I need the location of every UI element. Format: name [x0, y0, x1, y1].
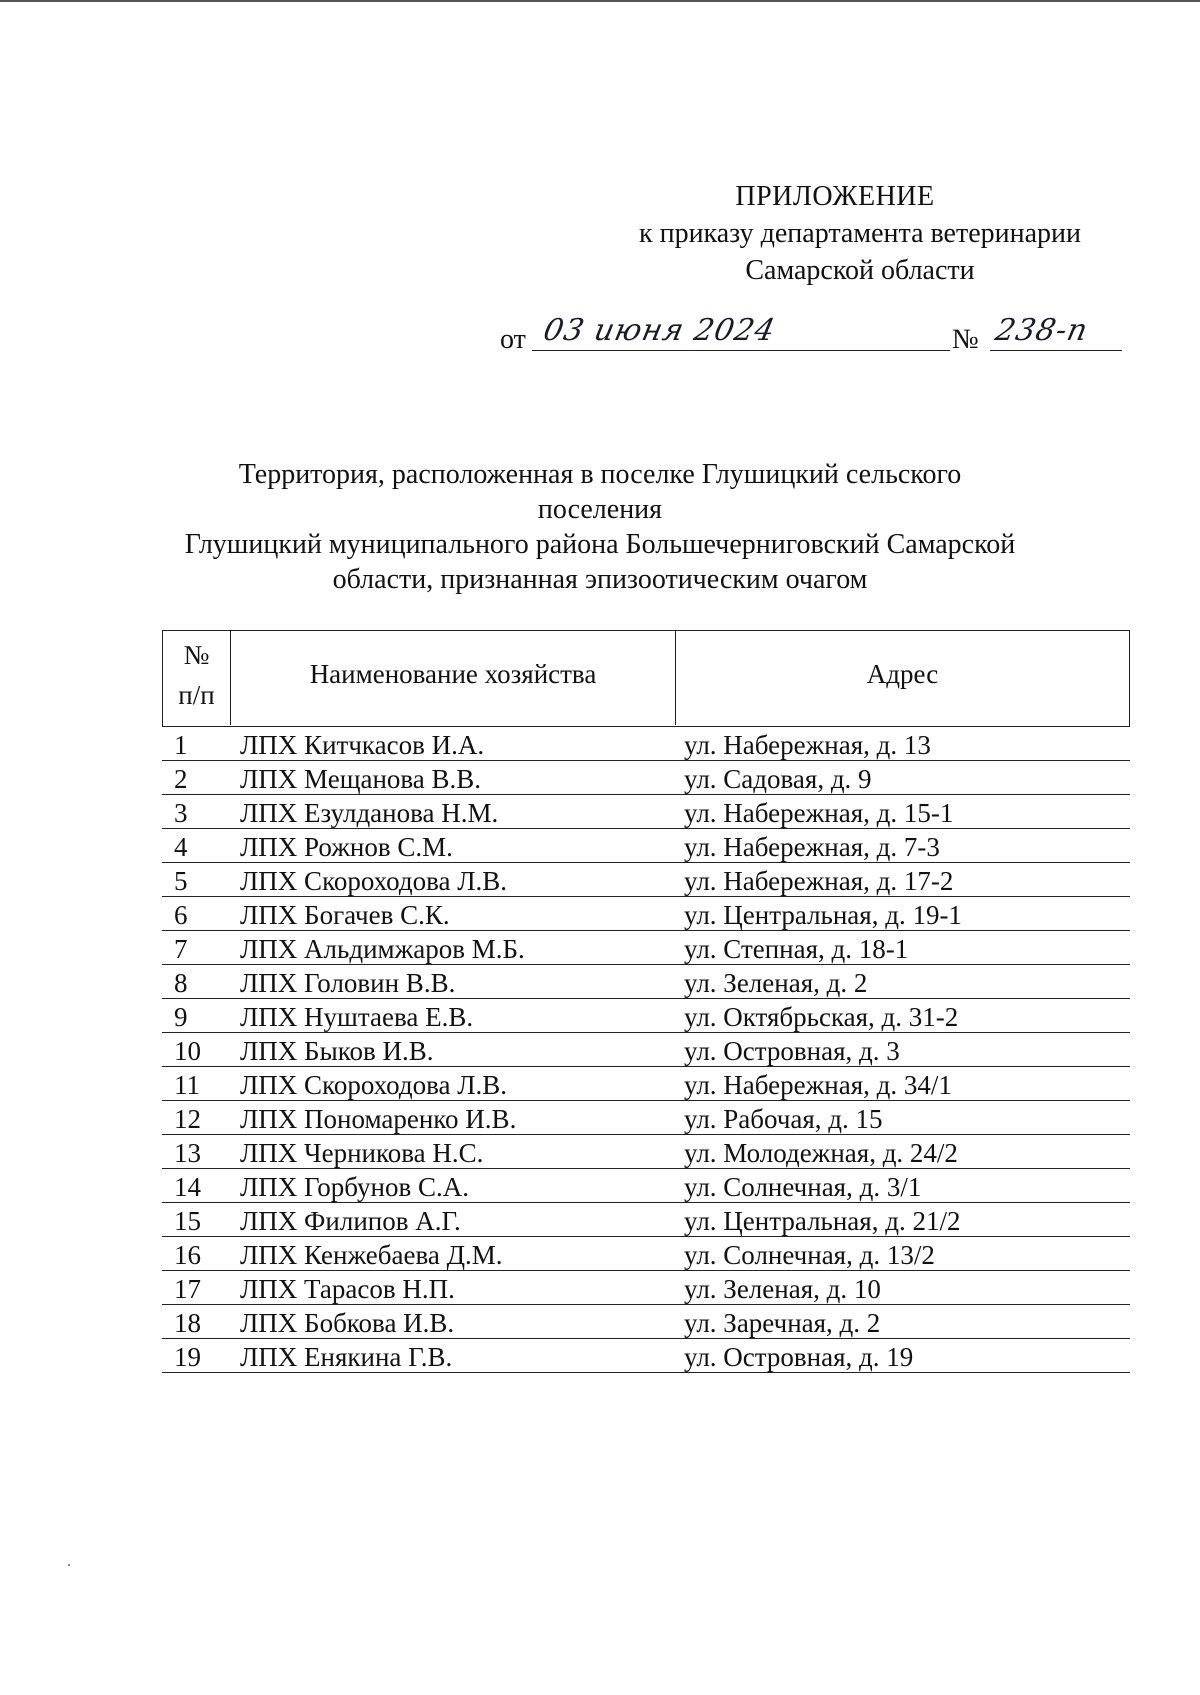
row-address: ул. Октябрьская, д. 31-2: [684, 1002, 959, 1032]
row-address: ул. Рабочая, д. 15: [684, 1104, 883, 1134]
table-row: [162, 1271, 1130, 1305]
row-number: 10: [174, 1036, 201, 1066]
row-farm-name: ЛПХ Тарасов Н.П.: [240, 1274, 455, 1304]
row-address: ул. Набережная, д. 13: [684, 730, 931, 760]
table-row: [162, 727, 1130, 761]
row-number: 17: [174, 1274, 201, 1304]
table-row: [162, 1169, 1130, 1203]
row-number: 13: [174, 1138, 201, 1168]
header-name-label: Наименование хозяйства: [309, 658, 597, 689]
table-row: [162, 863, 1130, 897]
header-name-cell: [231, 631, 676, 725]
table-row: [162, 897, 1130, 931]
row-farm-name: ЛПХ Черникова Н.С.: [240, 1138, 484, 1168]
header-number-pp: п/п: [178, 680, 215, 710]
row-address: ул. Заречная, д. 2: [684, 1308, 881, 1338]
row-farm-name: ЛПХ Быков И.В.: [240, 1036, 434, 1066]
table-row: [162, 795, 1130, 829]
row-number: 15: [174, 1206, 201, 1236]
heading-line-2: Глушицкий муниципального района Большечерниговский Самарской: [184, 529, 1016, 560]
row-number: 8: [174, 968, 188, 998]
row-farm-name: ЛПХ Пономаренко И.В.: [240, 1104, 517, 1134]
order-date-handwritten: 03 июня 2024: [540, 313, 779, 348]
heading-line-3: области, признанная эпизоотическим очагом: [332, 564, 868, 595]
row-address: ул. Степная, д. 18-1: [684, 934, 909, 964]
header-number-cell: [163, 631, 231, 725]
document-heading: [180, 457, 1020, 597]
row-address: ул. Островная, д. 3: [684, 1036, 900, 1066]
row-farm-name: ЛПХ Головин В.В.: [240, 968, 456, 998]
farms-table: [162, 630, 1130, 1373]
row-farm-name: ЛПХ Мещанова В.В.: [240, 764, 482, 794]
row-number: 1: [174, 730, 188, 760]
row-farm-name: ЛПХ Езулданова Н.М.: [240, 798, 499, 828]
order-from-label: от: [500, 324, 526, 355]
row-farm-name: ЛПХ Горбунов С.А.: [240, 1172, 469, 1202]
table-header: [162, 630, 1130, 727]
row-address: ул. Солнечная, д. 13/2: [684, 1240, 935, 1270]
row-address: ул. Островная, д. 19: [684, 1342, 914, 1372]
appendix-line-2: Самарской области: [745, 255, 975, 286]
row-number: 5: [174, 866, 188, 896]
row-address: ул. Зеленая, д. 10: [684, 1274, 881, 1304]
row-farm-name: ЛПХ Бобкова И.В.: [240, 1308, 455, 1338]
row-number: 12: [174, 1104, 201, 1134]
table-body: [162, 727, 1130, 1373]
row-number: 7: [174, 934, 188, 964]
row-farm-name: ЛПХ Нуштаева Е.В.: [240, 1002, 474, 1032]
row-farm-name: ЛПХ Богачев С.К.: [240, 900, 450, 930]
table-row: [162, 1203, 1130, 1237]
row-number: 16: [174, 1240, 201, 1270]
table-row: [162, 1339, 1130, 1373]
table-row: [162, 829, 1130, 863]
row-number: 3: [174, 798, 188, 828]
table-row: [162, 1135, 1130, 1169]
row-address: ул. Набережная, д. 7-3: [684, 832, 940, 862]
table-row: [162, 1305, 1130, 1339]
row-address: ул. Набережная, д. 17-2: [684, 866, 954, 896]
order-reference: [500, 312, 1130, 360]
order-date-field: [532, 312, 950, 351]
row-address: ул. Центральная, д. 19-1: [684, 900, 962, 930]
scan-speck: [68, 1564, 70, 1566]
row-farm-name: ЛПХ Китчкасов И.А.: [240, 730, 485, 760]
row-number: 9: [174, 1002, 188, 1032]
appendix-block: [560, 178, 1160, 289]
header-address-cell: [676, 631, 1129, 725]
row-farm-name: ЛПХ Альдимжаров М.Б.: [240, 934, 525, 964]
table-row: [162, 1067, 1130, 1101]
row-farm-name: ЛПХ Скороходова Л.В.: [240, 1070, 508, 1100]
row-number: 4: [174, 832, 188, 862]
row-address: ул. Зеленая, д. 2: [684, 968, 868, 998]
table-row: [162, 965, 1130, 999]
appendix-title: ПРИЛОЖЕНИЕ: [735, 181, 935, 212]
row-address: ул. Солнечная, д. 3/1: [684, 1172, 922, 1202]
row-number: 18: [174, 1308, 201, 1338]
row-number: 14: [174, 1172, 201, 1202]
row-number: 11: [174, 1070, 200, 1100]
header-address-label: Адрес: [866, 658, 939, 689]
row-farm-name: ЛПХ Енякина Г.В.: [240, 1342, 453, 1372]
appendix-line-1: к приказу департамента ветеринарии: [638, 218, 1082, 249]
order-number-handwritten: 238-п: [992, 313, 1092, 348]
row-farm-name: ЛПХ Скороходова Л.В.: [240, 866, 508, 896]
row-farm-name: ЛПХ Рожнов С.М.: [240, 832, 453, 862]
row-address: ул. Набережная, д. 34/1: [684, 1070, 952, 1100]
row-address: ул. Садовая, д. 9: [684, 764, 872, 794]
row-address: ул. Набережная, д. 15-1: [684, 798, 954, 828]
order-number-label: №: [952, 324, 979, 355]
row-address: ул. Центральная, д. 21/2: [684, 1206, 961, 1236]
table-row: [162, 761, 1130, 795]
table-row: [162, 1101, 1130, 1135]
row-farm-name: ЛПХ Филипов А.Г.: [240, 1206, 461, 1236]
row-address: ул. Молодежная, д. 24/2: [684, 1138, 958, 1168]
row-number: 6: [174, 900, 188, 930]
table-row: [162, 1033, 1130, 1067]
table-row: [162, 999, 1130, 1033]
row-number: 2: [174, 764, 188, 794]
row-farm-name: ЛПХ Кенжебаева Д.М.: [240, 1240, 503, 1270]
row-number: 19: [174, 1342, 201, 1372]
table-row: [162, 931, 1130, 965]
header-number-symbol: №: [183, 640, 210, 670]
heading-line-1: Территория, расположенная в поселке Глушицкий сельского поселения: [238, 459, 962, 525]
table-row: [162, 1237, 1130, 1271]
order-number-field: [990, 312, 1122, 351]
page-top-border: [0, 0, 1200, 2]
